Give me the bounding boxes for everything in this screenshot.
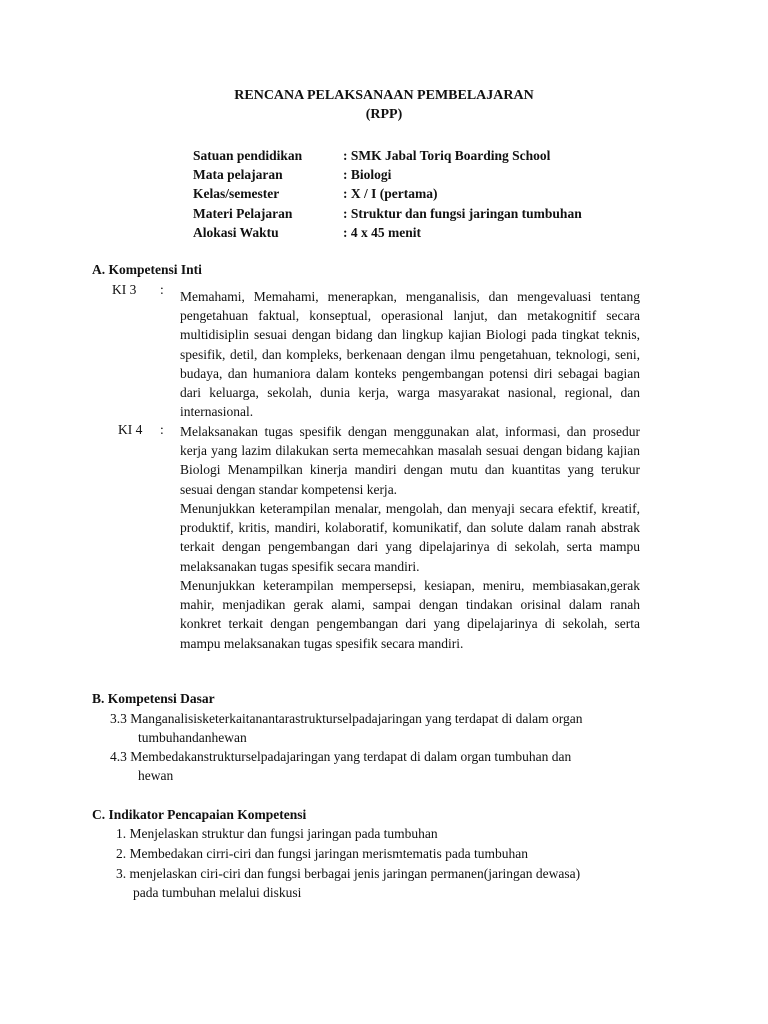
kd-item-1-cont: tumbuhandanhewan [138, 730, 247, 745]
kd-item-1: 3.3 Manganalisisketerkaitanantarastrukturselpadajaringan yang terdapat di dalam organ [110, 711, 583, 726]
info-label: Satuan pendidikan [193, 148, 303, 163]
info-value: : Struktur dan fungsi jaringan tumbuhan [343, 205, 582, 221]
ki4-text-1: Melaksanakan tugas spesifik dengan menggunakan alat, informasi, dan prosedur kerja yang lazim dilakukan serta memecahkan masalah sesuai dengan bidang kajian Biologi Menampilkan kinerja mandiri dengan mutu dan kuantitas yang terukur sesuai dengan standar kompetensi kerja. [180, 424, 640, 497]
info-value: : X / I (pertama) [343, 186, 438, 202]
info-label: Mata pelajaran [193, 167, 283, 183]
section-a-heading: A. Kompetensi Inti [92, 262, 202, 277]
info-row-materi [193, 204, 582, 223]
ki4-text-3: Menunjukkan keterampilan mempersepsi, kesiapan, meniru, membiasakan,gerak mahir, menjadikan gerak alami, sampai dengan tindakan orisinal dalam ranah konkret terkait dengan pengembangan dari yang dipelajarinya di sekolah, serta mampu melaksanakan tugas spesifik secara mandiri. [180, 578, 640, 651]
info-row-satuan [193, 146, 582, 165]
doc-subtitle: (RPP) [365, 107, 403, 122]
section-c-heading: C. Indikator Pencapaian Kompetensi [92, 807, 307, 822]
ki4-colon: : [160, 422, 164, 437]
info-row-mapel [193, 165, 582, 184]
info-label: Alokasi Waktu [193, 224, 279, 240]
info-value: : 4 x 45 menit [343, 224, 421, 240]
info-row-kelas [193, 184, 582, 203]
indikator-item-3: 3. menjelaskan ciri-ciri dan fungsi berbagai jenis jaringan permanen(jaringan dewasa) [116, 866, 581, 881]
info-label: Materi Pelajaran [193, 205, 293, 221]
doc-title: RENCANA PELAKSANAAN PEMBELAJARAN [234, 88, 534, 103]
ki3-text: Memahami, Memahami, menerapkan, menganalisis, dan mengevaluasi tentang pengetahuan faktual, konseptual, operasional lanjut, dan metakognitif secara multidisiplin sesuai dengan bidang dan lingkup kajian Biologi pada tingkat teknis, spesifik, detil, dan kompleks, berkenaan dengan ilmu pengetahuan, teknologi, seni, budaya, dan humaniora dalam konteks pengembangan potensi diri sebagai bagian dari keluarga, sekolah, dunia kerja, warga masyarakat nasional, regional, dan internasional. [180, 289, 640, 420]
kd-item-2-cont: hewan [138, 768, 174, 783]
info-value: : SMK Jabal Toriq Boarding School [343, 148, 551, 163]
section-b-heading: B. Kompetensi Dasar [92, 691, 215, 706]
ki3-colon: : [160, 282, 164, 297]
info-value: : Biologi [343, 167, 392, 183]
indikator-item-3-cont: pada tumbuhan melalui diskusi [133, 885, 302, 900]
indikator-item-2: 2. Membedakan cirri-ciri dan fungsi jaringan merismtematis pada tumbuhan [116, 846, 529, 861]
ki4-text-2: Menunjukkan keterampilan menalar, mengolah, dan menyaji secara efektif, kreatif, produktif, kritis, mandiri, kolaboratif, komunikatif, dan solute dalam ranah abstrak terkait dengan pengembangan dari yang dipelajarinya di sekolah, serta mampu melaksanakan tugas spesifik secara mandiri. [180, 501, 640, 574]
kd-item-2: 4.3 Membedakanstrukturselpadajaringan yang terdapat di dalam organ tumbuhan dan [110, 749, 572, 764]
ki4-label: KI 4 [118, 422, 143, 437]
indikator-item-1: 1. Menjelaskan struktur dan fungsi jaringan pada tumbuhan [116, 826, 438, 841]
info-row-alokasi [193, 223, 582, 242]
ki3-label: KI 3 [112, 282, 137, 297]
info-block [193, 146, 582, 242]
info-label: Kelas/semester [193, 186, 280, 202]
